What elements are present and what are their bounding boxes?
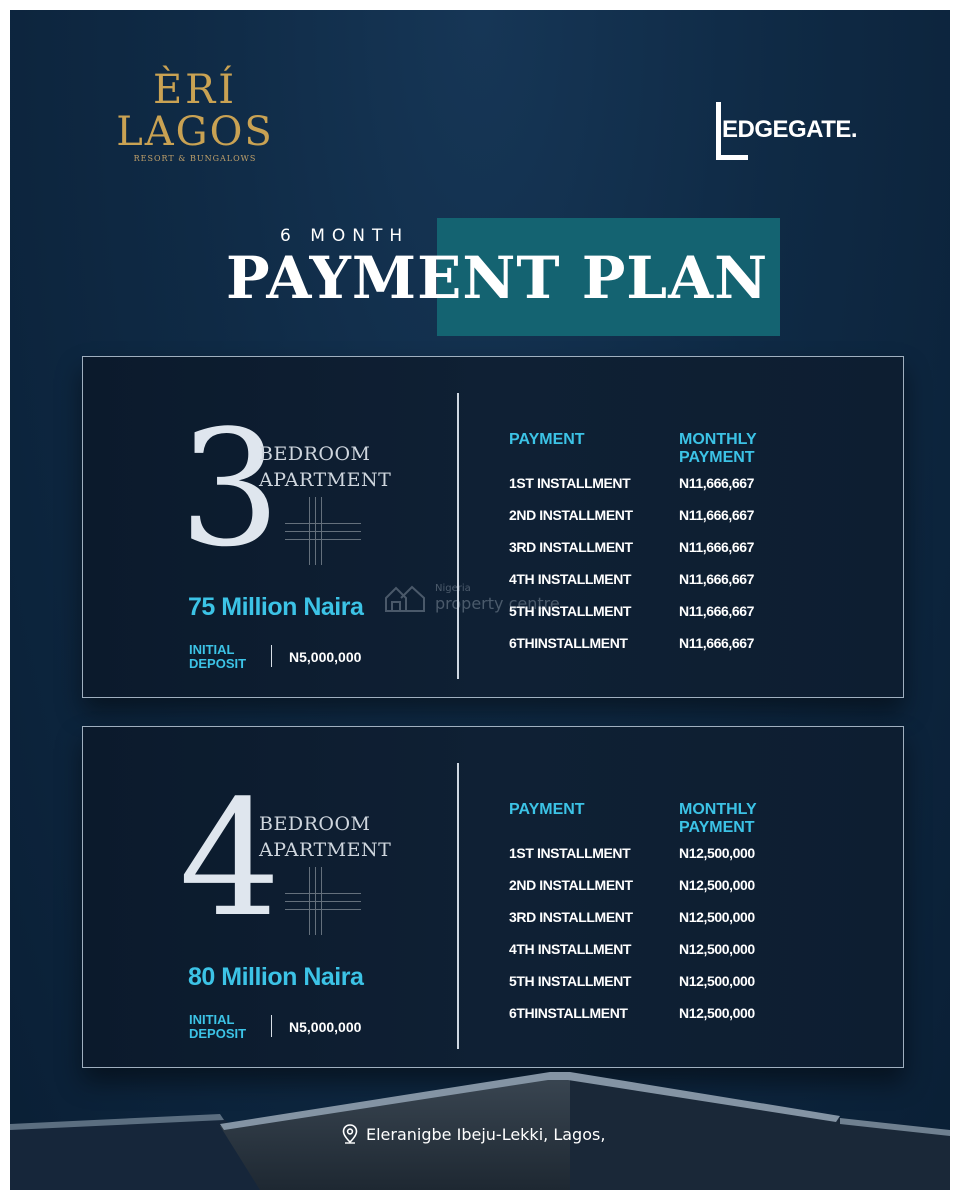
installment-label: 3RD INSTALLMENT <box>509 539 633 555</box>
bedroom-label-line-2: APARTMENT <box>259 839 392 861</box>
eri-lagos-logo <box>110 68 280 163</box>
deposit-separator <box>271 1015 272 1037</box>
deposit-label-line-1: INITIAL <box>189 642 235 657</box>
installment-amount: N12,500,000 <box>679 973 755 989</box>
edgegate-logo <box>716 102 857 160</box>
deposit-label-line-2: DEPOSIT <box>189 1026 247 1041</box>
watermark <box>383 583 560 613</box>
bedroom-count: 4 <box>179 765 281 952</box>
installment-amount: N11,666,667 <box>679 475 755 491</box>
installment-label: 6THINSTALLMENT <box>509 635 628 651</box>
headline-subtitle: 6 MONTH <box>280 226 410 246</box>
bedroom-label-line-2: APARTMENT <box>259 469 392 491</box>
installment-label: 3RD INSTALLMENT <box>509 909 633 925</box>
column-header-payment: PAYMENT <box>509 431 585 448</box>
plan-card-4-bedroom <box>82 726 904 1068</box>
house-icon <box>383 583 427 613</box>
installment-amount: N11,666,667 <box>679 539 755 555</box>
installment-label: 4TH INSTALLMENT <box>509 571 632 587</box>
installment-amount: N11,666,667 <box>679 507 755 523</box>
bedroom-label <box>259 441 391 493</box>
plan-card-3-bedroom <box>82 356 904 698</box>
installment-row <box>509 1005 809 1037</box>
installment-label: 5TH INSTALLMENT <box>509 973 632 989</box>
initial-deposit-label <box>189 643 246 671</box>
grid-decoration-icon <box>285 497 361 565</box>
installment-row <box>509 635 809 667</box>
card-divider <box>457 763 459 1049</box>
installment-row <box>509 941 809 973</box>
installment-label: 5TH INSTALLMENT <box>509 603 632 619</box>
grid-decoration-icon <box>285 867 361 935</box>
column-header-monthly <box>679 801 757 837</box>
installment-amount: N11,666,667 <box>679 635 755 651</box>
bedroom-label-line-1: BEDROOM <box>259 813 371 835</box>
installment-label: 6THINSTALLMENT <box>509 1005 628 1021</box>
bedroom-count: 3 <box>179 395 281 582</box>
installment-amount: N11,666,667 <box>679 571 755 587</box>
watermark-line-2: property centre <box>435 594 560 613</box>
installment-amount: N12,500,000 <box>679 845 755 861</box>
installment-row <box>509 909 809 941</box>
location-text: Eleranigbe Ibeju-Lekki, Lagos, <box>366 1124 606 1144</box>
deposit-label-line-1: INITIAL <box>189 1012 235 1027</box>
installment-amount: N12,500,000 <box>679 909 755 925</box>
initial-deposit-label <box>189 1013 246 1041</box>
installment-row <box>509 539 809 571</box>
installment-label: 1ST INSTALLMENT <box>509 475 631 491</box>
logo-line-1: ÈRÍ <box>152 67 238 113</box>
card-divider <box>457 393 459 679</box>
installment-row <box>509 475 809 507</box>
installment-list <box>509 845 809 1037</box>
installment-row <box>509 877 809 909</box>
column-header-monthly <box>679 431 757 467</box>
installment-label: 4TH INSTALLMENT <box>509 941 632 957</box>
installment-amount: N12,500,000 <box>679 877 755 893</box>
bedroom-label <box>259 811 391 863</box>
installment-amount: N12,500,000 <box>679 1005 755 1021</box>
initial-deposit-value: N5,000,000 <box>289 1019 362 1035</box>
watermark-text <box>435 583 560 613</box>
flyer <box>10 10 950 1190</box>
plan-price: 75 Million Naira <box>188 593 364 621</box>
deposit-separator <box>271 645 272 667</box>
logo-tagline: RESORT & BUNGALOWS <box>133 154 257 163</box>
column-header-payment: PAYMENT <box>509 801 585 818</box>
monthly-header-line-2: PAYMENT <box>679 819 755 836</box>
logo-line-2: LAGOS <box>116 109 274 155</box>
location-pin-icon <box>342 1124 358 1144</box>
monthly-header-line-1: MONTHLY <box>679 431 757 448</box>
installment-label: 1ST INSTALLMENT <box>509 845 631 861</box>
location <box>342 1124 605 1144</box>
monthly-header-line-1: MONTHLY <box>679 801 757 818</box>
installment-row <box>509 507 809 539</box>
installment-label: 2ND INSTALLMENT <box>509 507 633 523</box>
installment-row <box>509 845 809 877</box>
installment-amount: N12,500,000 <box>679 941 755 957</box>
bedroom-label-line-1: BEDROOM <box>259 443 371 465</box>
installment-amount: N11,666,667 <box>679 603 755 619</box>
edgegate-wordmark: EDGEGATE. <box>722 116 858 143</box>
installment-row <box>509 973 809 1005</box>
installment-label: 2ND INSTALLMENT <box>509 877 633 893</box>
watermark-line-1: Nigeria <box>435 583 471 594</box>
installment-list <box>509 475 809 667</box>
initial-deposit-value: N5,000,000 <box>289 649 362 665</box>
headline-title: PAYMENT PLAN <box>226 244 769 312</box>
deposit-label-line-2: DEPOSIT <box>189 656 247 671</box>
plan-price: 80 Million Naira <box>188 963 364 991</box>
monthly-header-line-2: PAYMENT <box>679 449 755 466</box>
